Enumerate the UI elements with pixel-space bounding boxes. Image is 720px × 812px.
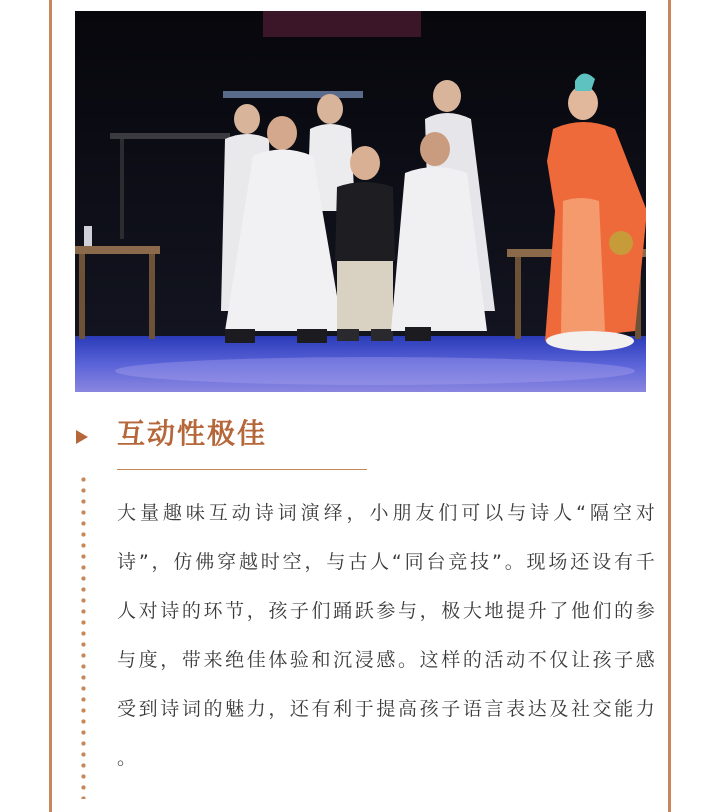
left-frame-line [49,0,52,812]
stage-performance-photo [75,11,646,392]
photo-illustration [75,11,646,392]
section-title: 互动性极佳 [117,417,268,450]
dotted-divider [81,474,86,799]
heading-arrow-icon [76,430,88,444]
section-paragraph: 大量趣味互动诗词演绎，小朋友们可以与诗人“隔空对诗”，仿佛穿越时空，与古人“同台竞技”。现场还设有千人对诗的环节，孩子们踊跃参与，极大地提升了他们的参与度，带来绝佳体验和沉浸感。这样的活动不仅让孩子感受到诗词的魅力，还有利于提高孩子语言表达及社交能力 。 [117,502,657,769]
title-underline [117,469,367,470]
right-frame-line [668,0,671,812]
